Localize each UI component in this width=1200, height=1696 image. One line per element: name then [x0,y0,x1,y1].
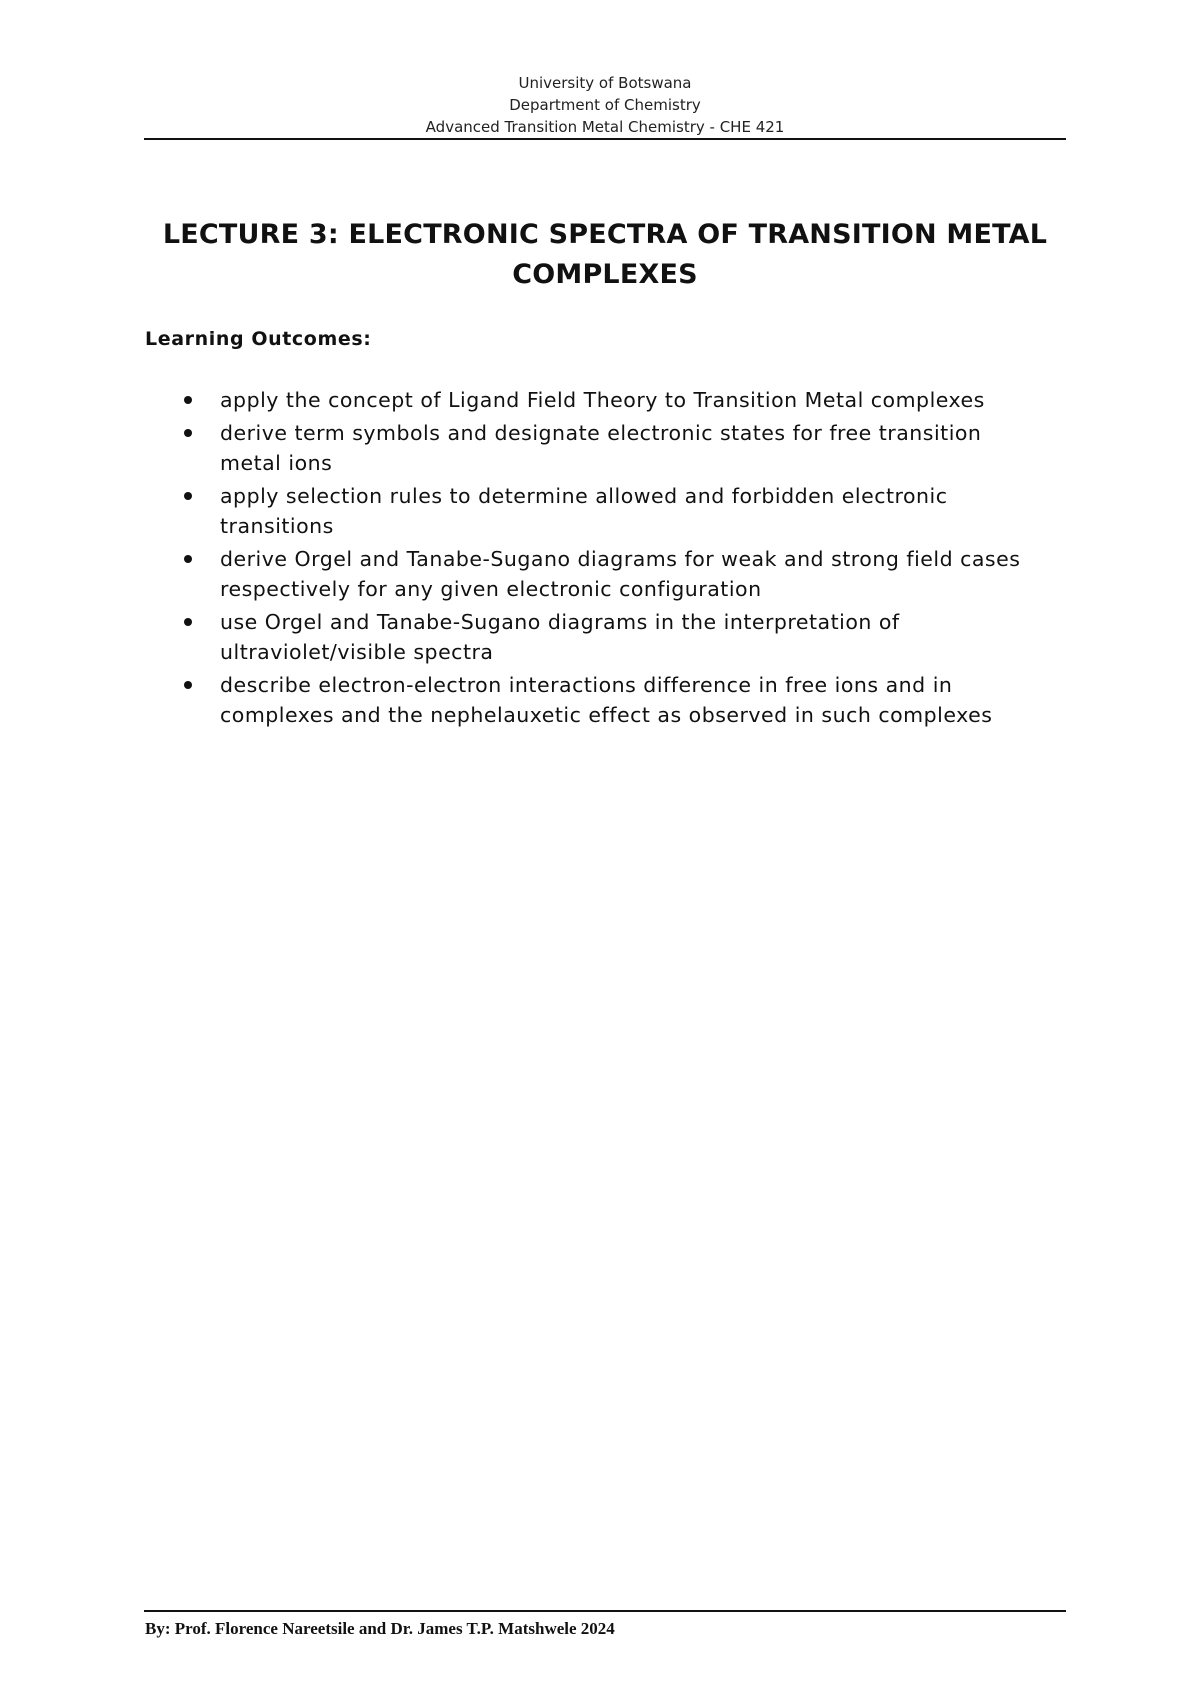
outcome-text: derive term symbols and designate electronic states for free transition metal ions [220,421,982,475]
list-item [180,544,1040,604]
lecture-title [144,215,1066,295]
bullet-icon [184,681,192,689]
footer-divider [144,1610,1066,1612]
page-header [144,72,1066,138]
list-item [180,385,1040,415]
page-footer-authors: By: Prof. Florence Nareetsile and Dr. James T.P. Matshwele 2024 [145,1619,615,1638]
header-course: Advanced Transition Metal Chemistry - CHE 421 [425,118,785,136]
list-item [180,670,1040,730]
header-university: University of Botswana [518,74,692,92]
outcome-text: use Orgel and Tanabe-Sugano diagrams in the interpretation of ultraviolet/visible spectra [220,610,900,664]
list-item [180,607,1040,667]
outcome-text: apply selection rules to determine allowed and forbidden electronic transitions [220,484,948,538]
lecture-title-line-1: LECTURE 3: ELECTRONIC SPECTRA OF TRANSITION METAL [162,219,1048,250]
bullet-icon [184,618,192,626]
outcome-text: describe electron-electron interactions difference in free ions and in complexes and the nephelauxetic effect as observed in such complexes [220,673,993,727]
learning-outcomes-heading: Learning Outcomes: [145,328,372,350]
bullet-icon [184,429,192,437]
header-department: Department of Chemistry [509,96,701,114]
lecture-title-line-2: COMPLEXES [512,259,698,290]
bullet-icon [184,396,192,404]
outcome-text: derive Orgel and Tanabe-Sugano diagrams for weak and strong field cases respectively for any given electronic configuration [220,547,1021,601]
bullet-icon [184,492,192,500]
learning-outcomes-list [180,385,1040,733]
bullet-icon [184,555,192,563]
header-divider [144,138,1066,140]
list-item [180,418,1040,478]
outcome-text: apply the concept of Ligand Field Theory to Transition Metal complexes [220,388,985,412]
list-item [180,481,1040,541]
